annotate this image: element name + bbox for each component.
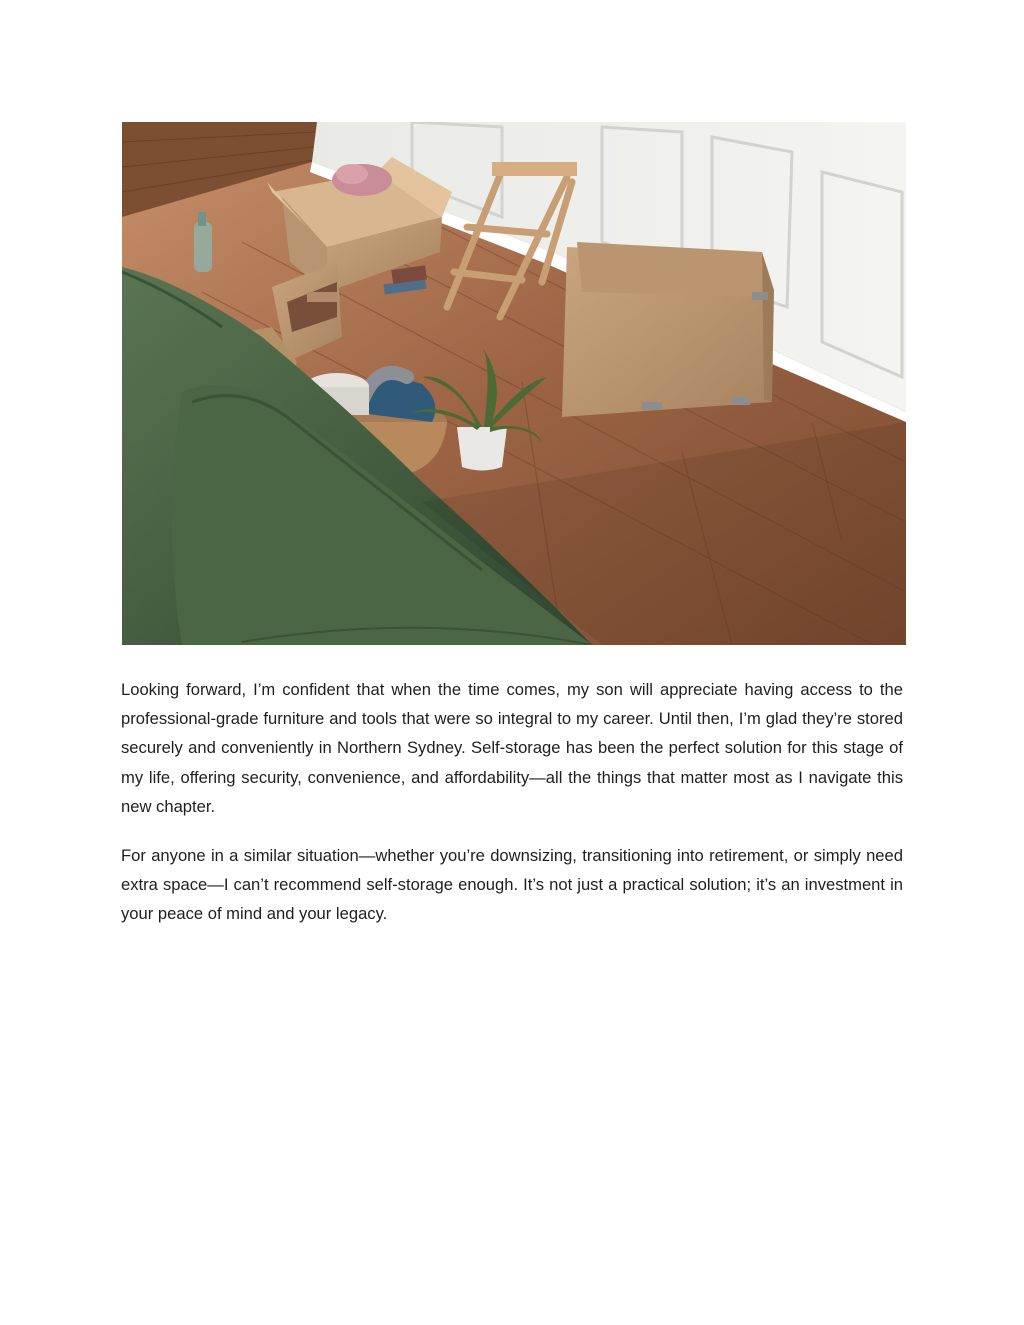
paragraph-2: For anyone in a similar situation—whether you’re downsizing, transitioning into retirement, or simply need extra space—I can’t recommend self-storage enough. It’s not just a practical solution; it’s an investment in your peace of mind and your legacy. bbox=[121, 846, 903, 924]
moving-boxes-photo bbox=[122, 122, 906, 645]
article-body bbox=[121, 675, 903, 949]
paragraph-1: Looking forward, I’m confident that when the time comes, my son will appreciate having access to the professional-grade furniture and tools that were so integral to my career. Until then, I’m glad they’re stored securely and conveniently in Northern Sydney. Self-storage has been the perfect solution for this stage of my life, offering security, convenience, and affordability—all the things that matter most as I navigate this new chapter. bbox=[121, 680, 903, 816]
room-photo-illustration bbox=[122, 122, 906, 645]
